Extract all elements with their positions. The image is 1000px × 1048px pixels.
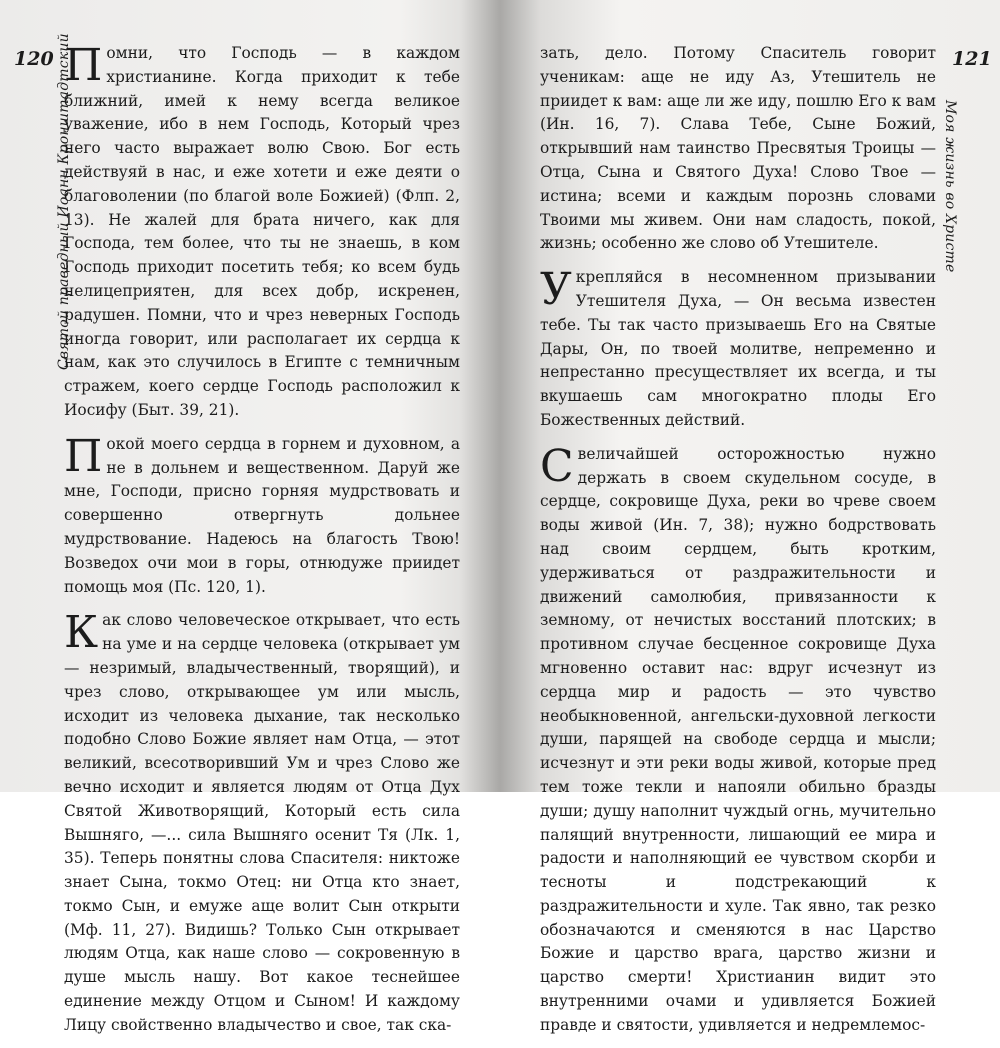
left-page-text [64, 42, 460, 1048]
paragraph: Как слово человеческое открывает, что есть на уме и на сердце человека (открывает ум — незримый, владычественный, творящий), и чрез слово, открывающее ум или мысль, исходит из человека дыхание, так несколько подобно Слово Божие являет нам Отца, — этот великий, всесотворивший Ум и чрез Слово же вечно исходит и является людям от Отца Дух Святой Животворящий, Который есть сила Вышняго, —... сила Вышняго осенит Тя (Лк. 1, 35). Теперь понятны слова Спасителя: никтоже знает Сына, токмо Отец: ни Отца кто знает, токмо Сын, и емуже аще волит Сын открыти (Мф. 11, 27). Видишь? Только Сын открывает людям Отца, как наше слово — сокровенную в душе мысль нашу. Вот какое теснейшее единение между Отцом и Сыном! И каждому Лицу свойственно владычество и свое, так ска- [64, 607, 460, 1034]
paragraph: Помни, что Господь — в каждом христианине. Когда приходит к тебе ближний, имей к нему всегда великое уважение, ибо в нем Господь, Который чрез него часто выражает волю Свою. Бог есть действуяй в нас, и еже хотети и еже деяти о благоволении (по благой воле Божией) (Флп. 2, 13). Не жалей для брата ничего, как для Господа, тем более, что ты не знаешь, в ком Господь приходит посетить тебя; ко всем будь нелицеприятен, для всех добр, искренен, радушен. Помни, что и чрез неверных Господь иногда говорит, или располагает их сердца к нам, как это случилось в Египте с темничным стражем, коего сердце Господь расположил к Иосифу (Быт. 39, 21). [64, 40, 460, 419]
paragraph: Покой моего сердца в горнем и духовном, а не в дольнем и вещественном. Даруй же мне, Господи, присно горняя мудрствовать и совершенно отвергнуть дольнее мудрствование. Надеюсь на благость Твою! Возведох очи мои в горы, отнюдуже приидет помощь моя (Пс. 120, 1). [64, 430, 460, 596]
page-number-left: 120 [14, 48, 54, 70]
running-head-left: Святой праведный Иоанн Кронштадтский [56, 33, 72, 370]
page-number-right: 121 [952, 48, 992, 70]
right-page-text [540, 42, 936, 1048]
paragraph: Укрепляйся в несомненном призывании Утешителя Духа, — Он весьма известен тебе. Ты так часто призываешь Его на Святые Дары, Он, по твоей молитве, непременно и непрестанно пресуществляет их всегда, и ты вкушаешь сам многократно плоды Его Божественных действий. [540, 264, 936, 429]
running-head-right: Моя жизнь во Христе [942, 100, 958, 273]
paragraph: зать, дело. Потому Спаситель говорит ученикам: аще не иду Аз, Утешитель не приидет к вам: аще ли же иду, пошлю Его к вам (Ин. 16, 7). Слава Тебе, Сыне Божий, открывший нам таинство Пресвятыя Троицы — Отца, Сына и Святого Духа! Слово Твое — истина; всеми и каждым порознь словами Твоими мы живем. Они нам сладость, покой, жизнь; особенно же слово об Утешителе. [540, 44, 936, 253]
paragraph: Свеличайшей осторожностью нужно держать в своем скудельном сосуде, в сердце, сокровище Духа, реки во чреве своем воды живой (Ин. 7, 38); нужно бодрствовать над своим сердцем, быть кротким, удерживаться от раздражительности и движений самолюбия, привязанности к земному, от нечистых восстаний плотских; в противном случае бесценное сокровище Духа мгновенно оставит нас: вдруг исчезнут из сердца мир и радость — это чувство необыкновенной, ангельски-духовной легкости души, парящей на свободе сердца и мысли; исчезнут и эти реки воды живой, которые пред тем тоже текли и напояли обильно бразды души; душу наполнит чуждый огнь, мучительно палящий внутренности, лишающий ее мира и радости и наполняющий ее чувством скорби и тесноты и подстрекающий к раздражительности и хуле. Так явно, так резко обозначаются и сменяются в нас Царство Божие и царство врага, царство жизни и царство смерти! Христианин видит это внутренними очами и удивляется Божией правде и святости, удивляется и недремлемос- [540, 440, 936, 1034]
